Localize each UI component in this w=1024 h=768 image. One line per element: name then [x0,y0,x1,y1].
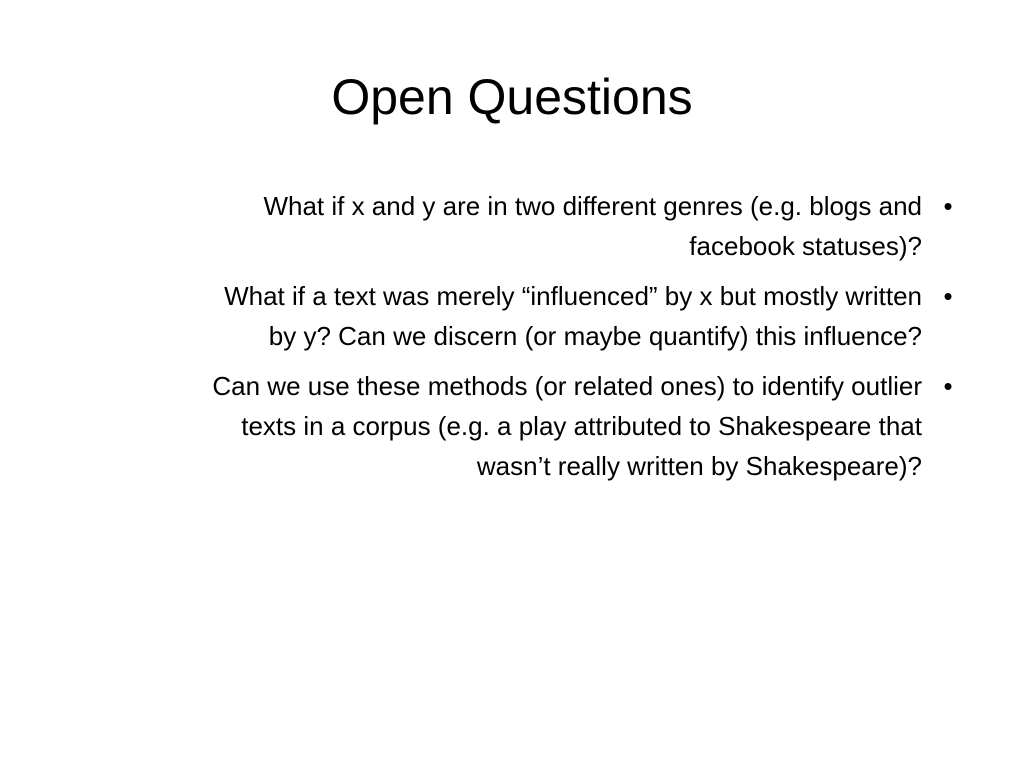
bullet-item [50,276,974,356]
bullet-item [50,366,974,486]
slide-title: Open Questions [331,69,693,125]
bullet-text: What if x and y are in two different genres (e.g. blogs and facebook statuses)? [263,191,922,261]
bullet-dot-icon: • [943,191,953,221]
bullet-dot-icon: • [943,371,953,401]
bullet-dot-icon: • [943,281,953,311]
bullet-text: What if a text was merely “influenced” by x but mostly written by y? Can we discern (or maybe quantify) this influence? [224,281,922,351]
bullet-list [50,186,974,496]
bullet-text: Can we use these methods (or related ones) to identify outlier texts in a corpus (e.g. a play attributed to Shakespeare that wasn’t really written by Shakespeare)? [212,371,922,481]
bullet-item [50,186,974,266]
